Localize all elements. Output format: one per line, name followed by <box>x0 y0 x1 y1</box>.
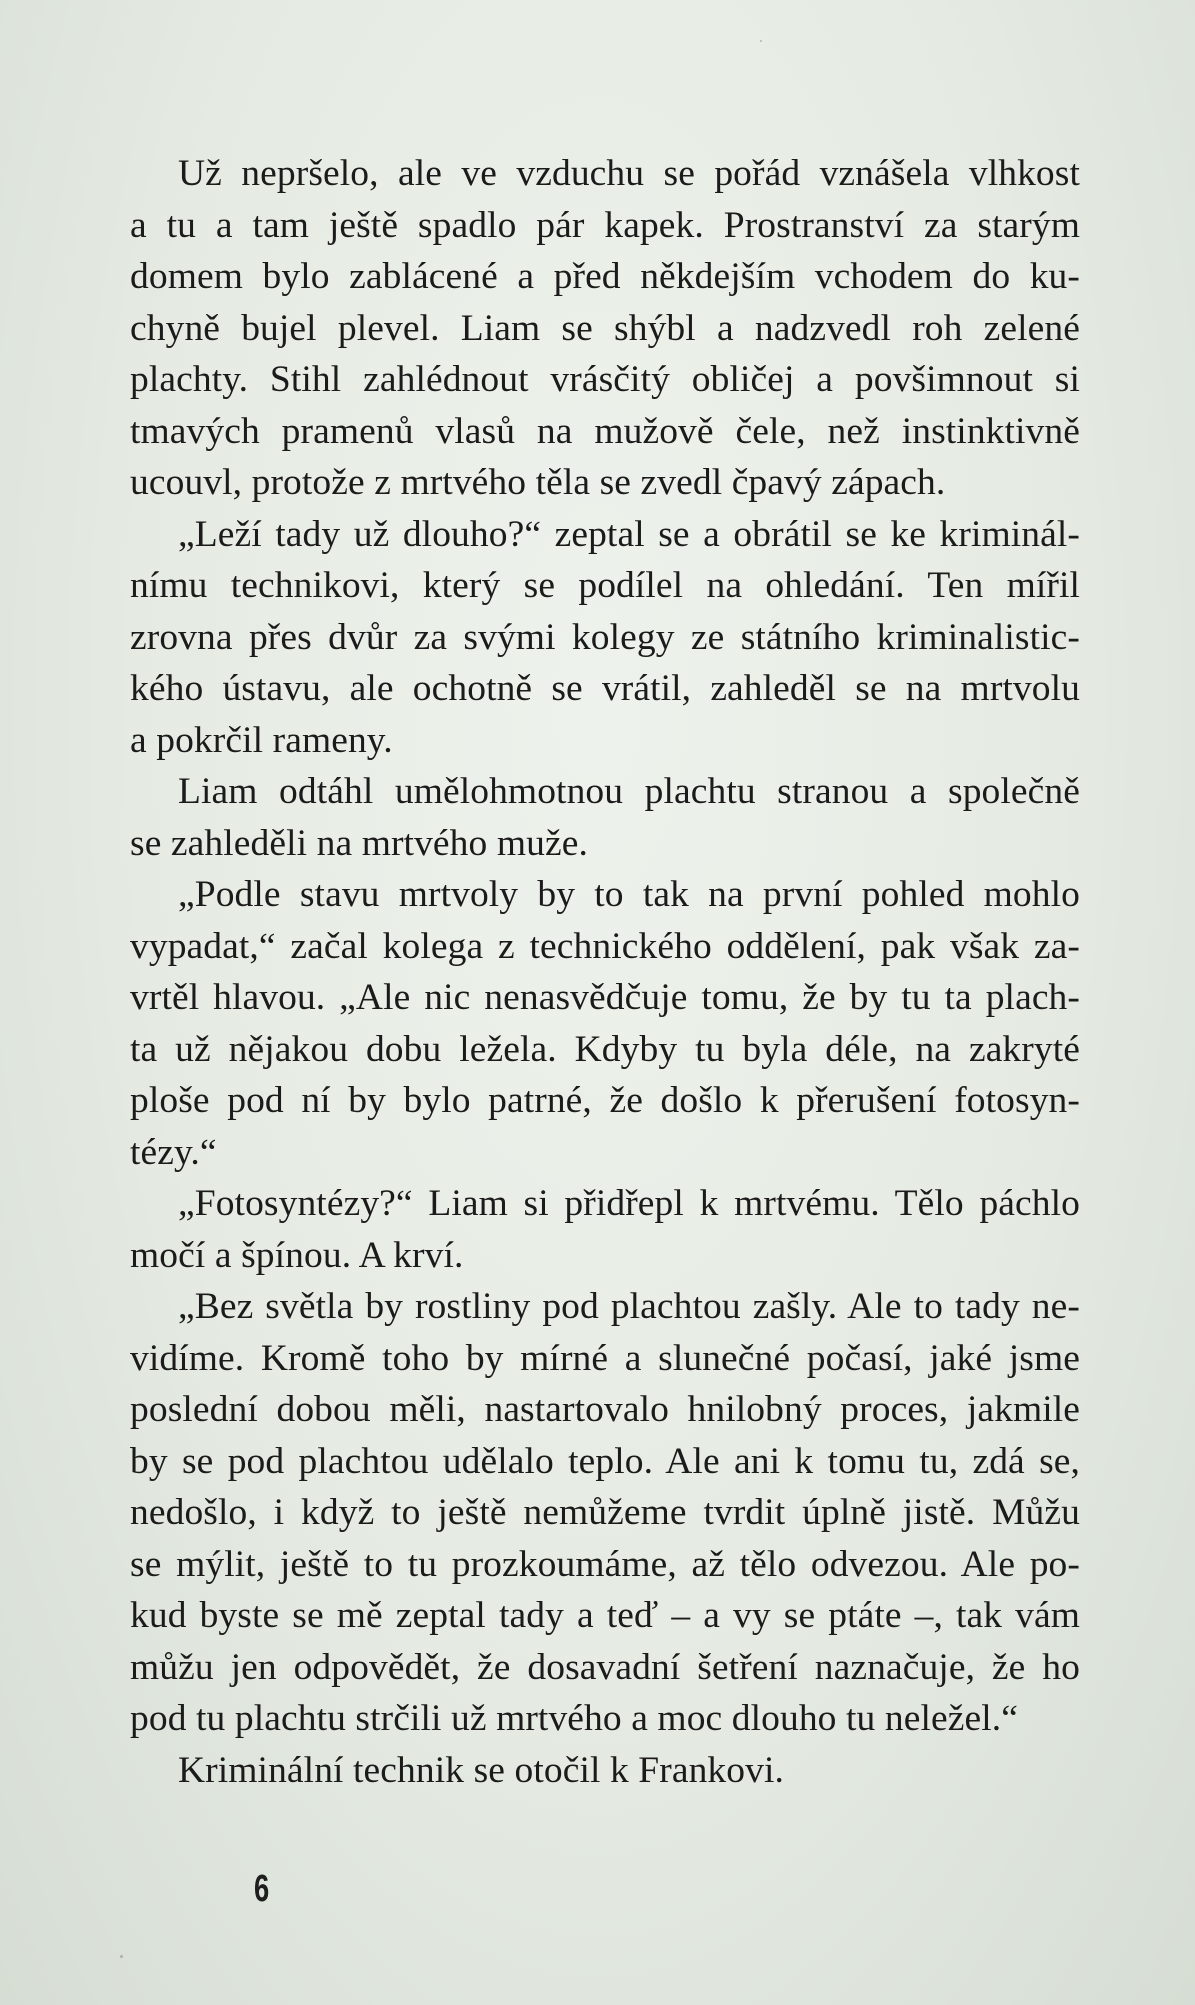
paragraph <box>130 766 1080 869</box>
text-line: tézy.“ <box>130 1131 217 1173</box>
text-line: chyně bujel plevel. Liam se shýbl a nadzvedl roh zelené <box>130 307 1080 349</box>
text-line: kého ústavu, ale ochotně se vrátil, zahleděl se na mrtvolu <box>130 668 1080 709</box>
text-line: ucouvl, protože z mrtvého těla se zvedl čpavý zápach. <box>130 462 946 503</box>
text-line: „Fotosyntézy?“ Liam si přidřepl k mrtvému. Tělo páchlo <box>178 1183 1080 1224</box>
text-line: vypadat,“ začal kolega z technického oddělení, pak však za- <box>130 925 1080 967</box>
text-line: nedošlo, i když to ještě nemůžeme tvrdit úplně jistě. Můžu <box>130 1492 1080 1533</box>
text-line: ta už nějakou dobu ležela. Kdyby tu byla déle, na zakryté <box>130 1028 1080 1070</box>
text-line: „Leží tady už dlouho?“ zeptal se a obrátil se ke kriminál- <box>178 513 1080 555</box>
text-line: se zahleděli na mrtvého muže. <box>130 822 588 864</box>
paragraph <box>130 1745 1080 1797</box>
body-text <box>130 148 1080 1796</box>
paragraph <box>130 1281 1080 1745</box>
paragraph <box>130 148 1080 509</box>
paragraph <box>130 869 1080 1178</box>
text-line: by se pod plachtou udělalo teplo. Ale ani k tomu tu, zdá se, <box>130 1440 1080 1482</box>
text-line: vrtěl hlavou. „Ale nic nenasvědčuje tomu, že by tu ta plach- <box>130 977 1080 1018</box>
text-line: kud byste se mě zeptal tady a teď – a vy se ptáte –, tak vám <box>130 1595 1080 1636</box>
paragraph <box>130 509 1080 767</box>
text-line: „Bez světla by rostliny pod plachtou zašly. Ale to tady ne- <box>178 1286 1080 1327</box>
text-line: Už nepršelo, ale ve vzduchu se pořád vznášela vlhkost <box>178 153 1080 194</box>
text-line: tmavých pramenů vlasů na mužově čele, než instinktivně <box>130 410 1080 452</box>
text-line: plachty. Stihl zahlédnout vrásčitý obličej a povšimnout si <box>130 359 1080 400</box>
text-line: pod tu plachtu strčili už mrtvého a moc dlouho tu neležel.“ <box>130 1698 1018 1739</box>
text-line: domem bylo zablácené a před někdejším vchodem do ku- <box>130 256 1080 297</box>
text-line: se mýlit, ještě to tu prozkoumáme, až tělo odvezou. Ale po- <box>130 1543 1080 1585</box>
text-line: ploše pod ní by bylo patrné, že došlo k přerušení fotosyn- <box>130 1080 1080 1121</box>
text-line: poslední dobou měli, nastartovalo hnilobný proces, jakmile <box>130 1389 1080 1430</box>
text-line: Liam odtáhl umělohmotnou plachtu stranou a společně <box>178 771 1080 812</box>
text-line: Kriminální technik se otočil k Frankovi. <box>178 1749 784 1791</box>
text-line: zrovna přes dvůr za svými kolegy ze státního kriminalistic- <box>130 616 1080 658</box>
text-line: můžu jen odpovědět, že dosavadní šetření naznačuje, že ho <box>130 1646 1080 1688</box>
page-number: 6 <box>254 1868 270 1910</box>
text-line: „Podle stavu mrtvoly by to tak na první pohled mohlo <box>178 874 1080 915</box>
paper-speck <box>760 40 762 42</box>
text-line: a tu a tam ještě spadlo pár kapek. Prostranství za starým <box>130 204 1080 246</box>
paragraph <box>130 1178 1080 1281</box>
text-line: a pokrčil rameny. <box>130 719 393 761</box>
text-line: vidíme. Kromě toho by mírné a slunečné počasí, jaké jsme <box>130 1337 1080 1379</box>
text-line: nímu technikovi, který se podílel na ohledání. Ten mířil <box>130 565 1080 606</box>
text-line: močí a špínou. A krví. <box>130 1234 464 1276</box>
paper-speck <box>120 1955 123 1958</box>
